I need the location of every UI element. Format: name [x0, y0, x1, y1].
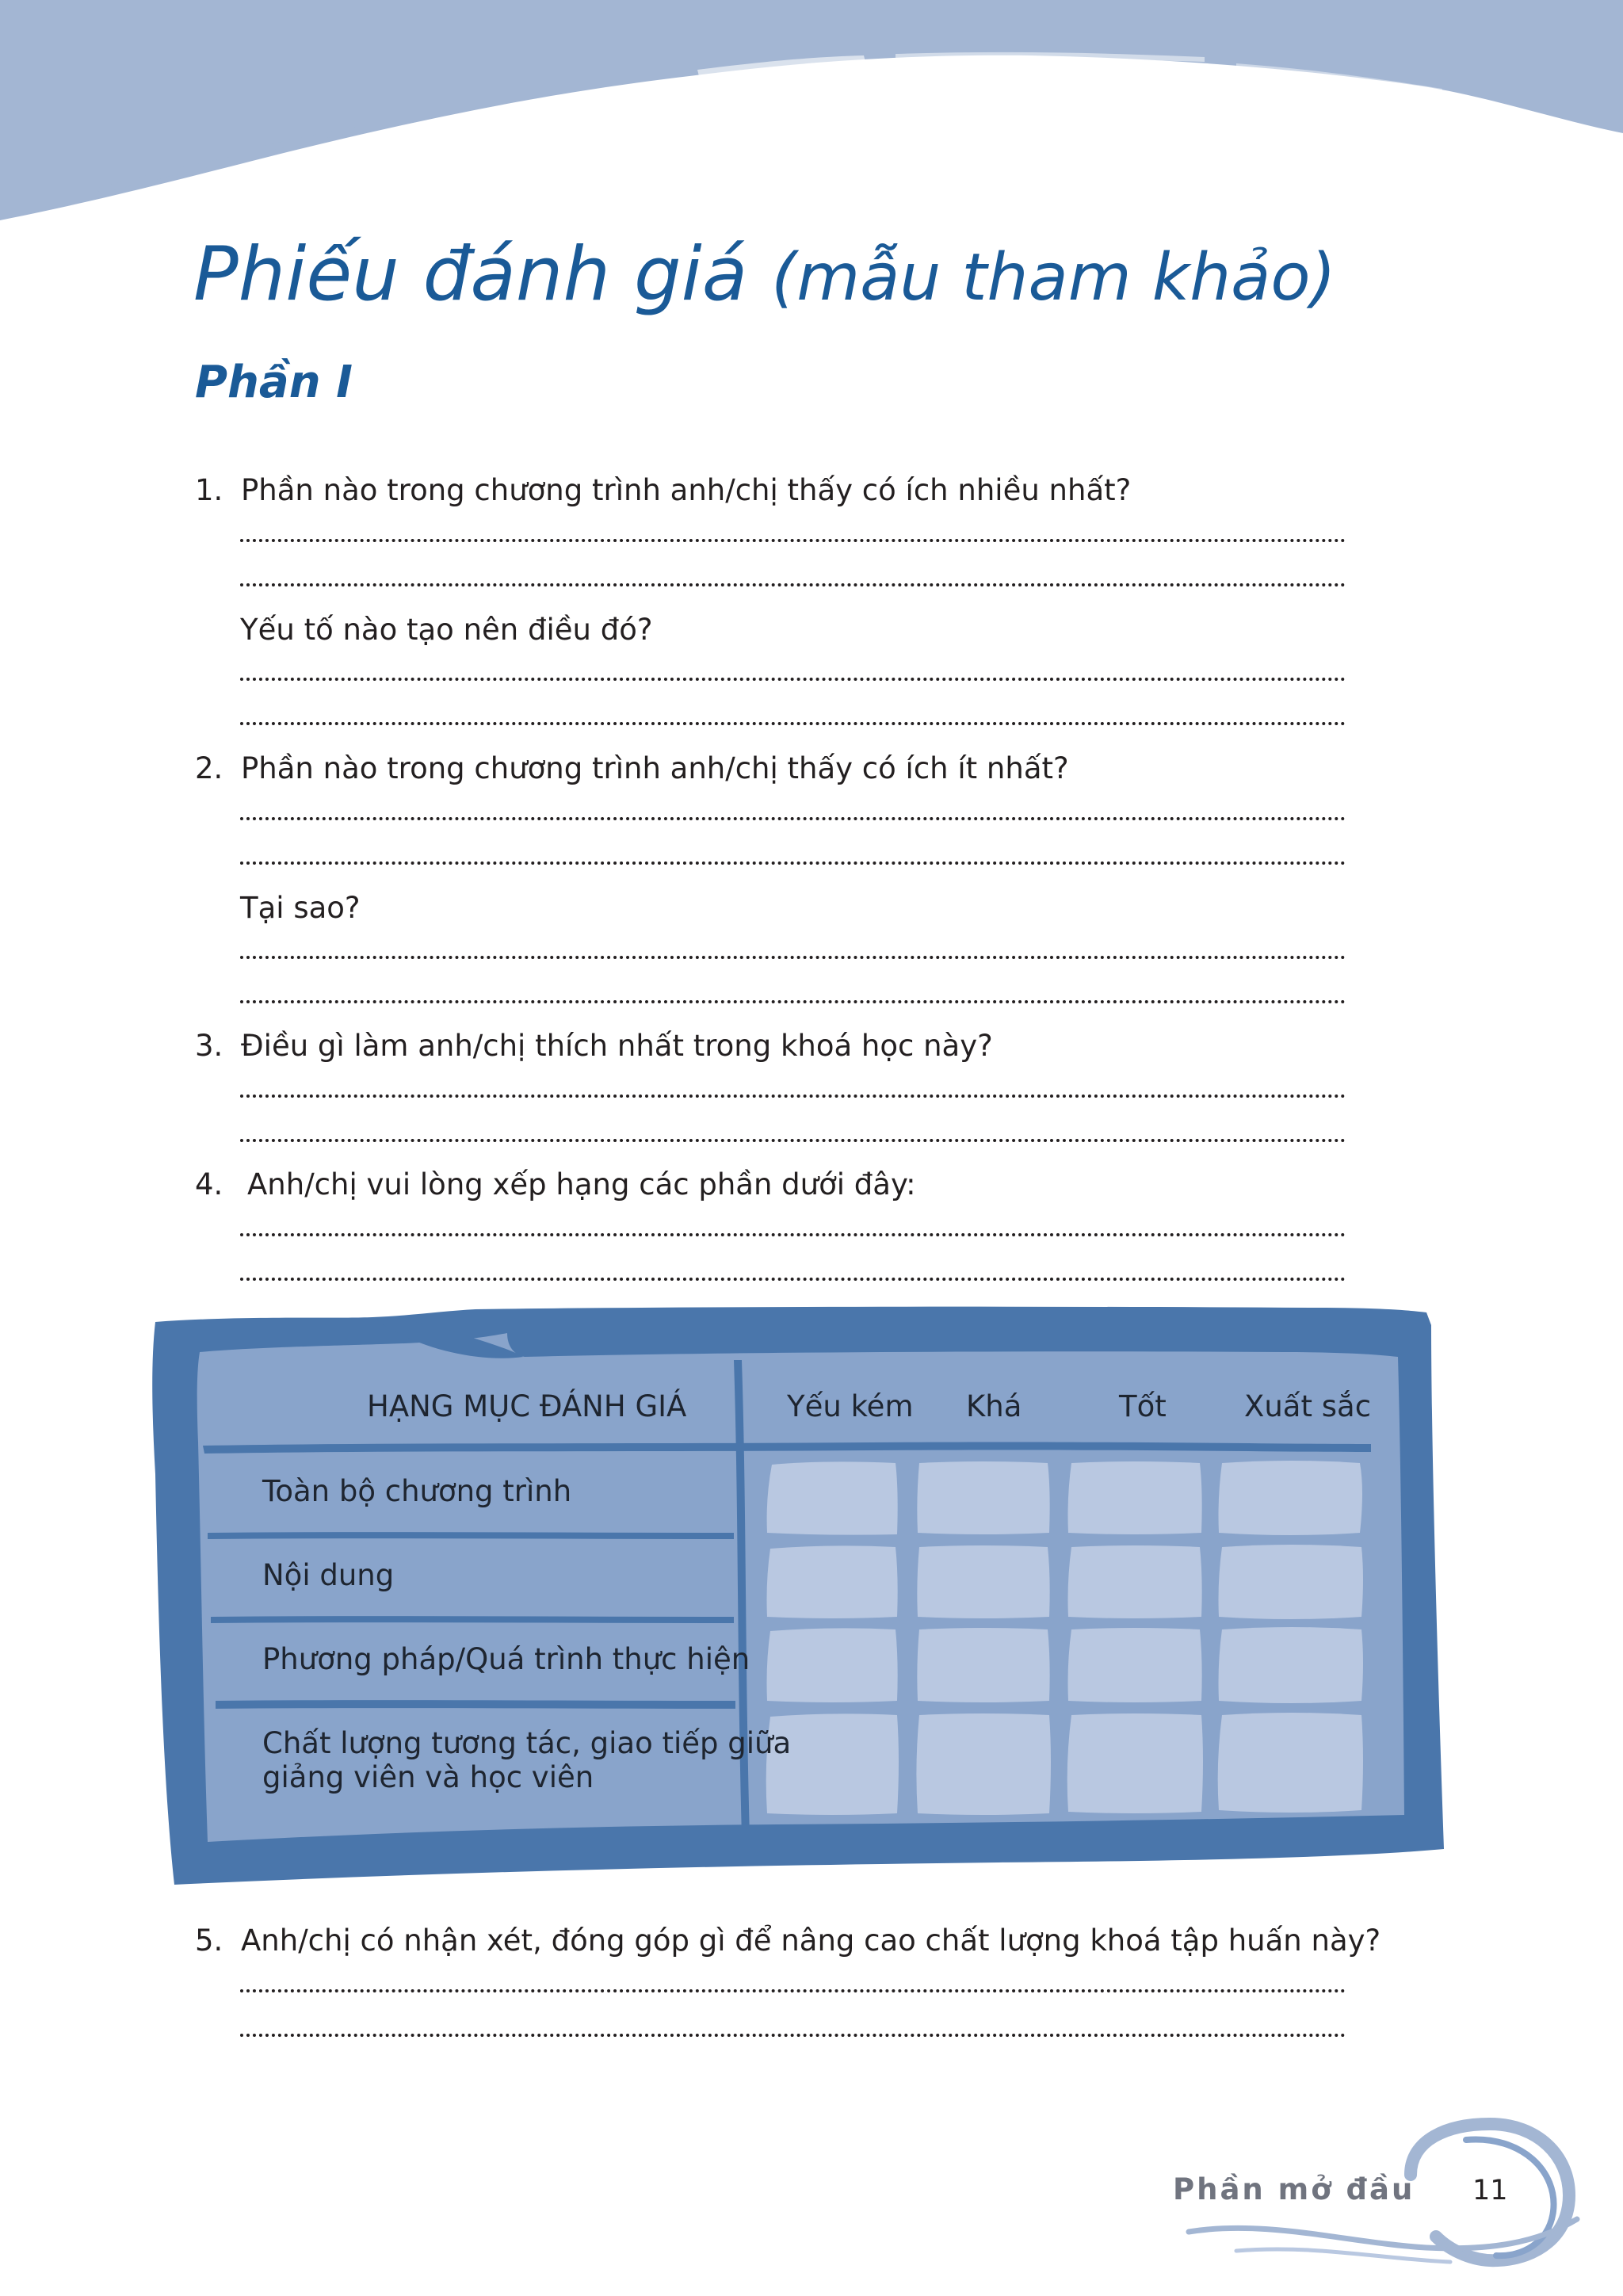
table-row-label-line2: giảng viên và học viên — [262, 1760, 594, 1795]
question-number: 1. — [195, 473, 223, 507]
table-row-label-line1: Chất lượng tương tác, giao tiếp giữa — [262, 1726, 792, 1760]
table-header-category: HẠNG MỤC ĐÁNH GIÁ — [367, 1389, 687, 1423]
page-number: 11 — [1472, 2175, 1508, 2206]
title-sub: (mẫu tham khảo) — [771, 240, 1336, 315]
title-main: Phiếu đánh giá — [193, 231, 748, 318]
table-header-excellent: Xuất sắc — [1244, 1389, 1372, 1423]
table-header-poor: Yếu kém — [787, 1389, 914, 1423]
question-text: Anh/chị có nhận xét, đóng góp gì để nâng cao chất lượng khoá tập huấn này? — [241, 1924, 1381, 1958]
question-text: Phần nào trong chương trình anh/chị thấy có ích ít nhất? — [241, 751, 1069, 785]
question-number: 5. — [195, 1924, 223, 1958]
question-text: Phần nào trong chương trình anh/chị thấy có ích nhiều nhất? — [241, 473, 1132, 507]
followup-question: Yếu tố nào tạo nên điều đó? — [240, 613, 653, 647]
question-text: Điều gì làm anh/chị thích nhất trong khoá học này? — [241, 1029, 993, 1063]
table-row-label: Toàn bộ chương trình — [262, 1474, 572, 1508]
table-header-fair: Khá — [966, 1389, 1022, 1423]
question-number: 4. — [195, 1167, 223, 1201]
question-text: Anh/chị vui lòng xếp hạng các phần dưới đây: — [247, 1167, 916, 1201]
table-row-label: Nội dung — [262, 1558, 395, 1592]
followup-question: Tại sao? — [240, 891, 361, 925]
question-number: 3. — [195, 1029, 223, 1063]
table-header-good: Tốt — [1119, 1389, 1167, 1423]
question-number: 2. — [195, 751, 223, 785]
footer-section-label: Phần mở đầu — [1173, 2172, 1415, 2206]
table-row-label: Phương pháp/Quá trình thực hiện — [262, 1642, 750, 1676]
part-heading: Phần I — [195, 357, 353, 408]
